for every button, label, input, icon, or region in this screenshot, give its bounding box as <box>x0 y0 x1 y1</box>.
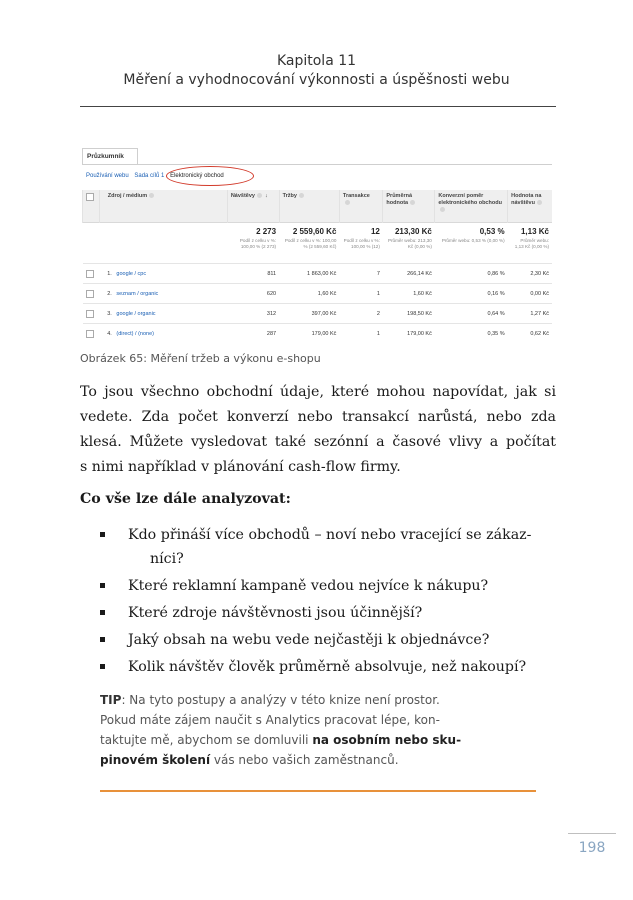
ecommerce-table <box>82 190 552 343</box>
col-transactions[interactable]: Transakce <box>339 190 382 223</box>
checkbox-icon[interactable] <box>86 193 94 201</box>
chapter-label: Kapitola 11 <box>276 53 357 69</box>
bullet-icon <box>100 532 105 537</box>
totals-row <box>83 223 553 264</box>
total-transactions: 12 Podíl z celku v %: 100,00 % (12) <box>339 223 382 264</box>
bullet-list <box>100 523 556 682</box>
tip-box <box>100 690 536 770</box>
row-index: 2. <box>107 290 112 297</box>
table-header-row <box>83 190 553 223</box>
tip-underline <box>100 790 536 792</box>
tip-label: TIP <box>100 693 122 707</box>
row-avg: 198,50 Kč <box>383 304 435 324</box>
tip-text: : Na tyto postupy a analýzy v této knize není prostor. <box>121 693 440 707</box>
row-conversion: 0,64 % <box>435 304 508 324</box>
help-icon <box>257 193 262 198</box>
chapter-header <box>0 52 633 90</box>
checkbox-icon[interactable] <box>86 270 94 278</box>
row-visits: 620 <box>227 284 279 304</box>
row-per-visit: 2,30 Kč <box>508 264 552 284</box>
tab-divider <box>82 164 552 165</box>
checkbox-icon[interactable] <box>86 310 94 318</box>
total-per-visit: 1,13 Kč Průměr webu: 1,13 Kč (0,00 %) <box>508 223 552 264</box>
row-conversion: 0,35 % <box>435 324 508 344</box>
row-visits: 312 <box>227 304 279 324</box>
link-ecommerce[interactable]: Elektronický obchod <box>170 173 224 179</box>
link-site-usage[interactable]: Používání webu <box>86 173 129 179</box>
help-icon <box>345 200 350 205</box>
total-visits: 2 273 Podíl z celku v %: 100,00 % (2 273) <box>227 223 279 264</box>
tip-text: taktujte mě, abychom se domluvili <box>100 733 313 747</box>
list-item: Jaký obsah na webu vede nejčastěji k objednávce? <box>100 628 556 652</box>
list-item: Které zdroje návštěvnosti jsou účinnější? <box>100 601 556 625</box>
row-avg: 179,00 Kč <box>383 324 435 344</box>
row-conversion: 0,86 % <box>435 264 508 284</box>
tab-explorer[interactable]: Průzkumník <box>82 148 138 164</box>
bullet-icon <box>100 664 105 669</box>
row-transactions: 7 <box>339 264 382 284</box>
row-source-link[interactable]: (direct) / (none) <box>116 330 155 337</box>
body-paragraph <box>80 380 556 480</box>
row-visits: 811 <box>227 264 279 284</box>
total-revenue: 2 559,60 Kč Podíl z celku v %: 100,00 % (2 559,60 Kč) <box>279 223 339 264</box>
table-row <box>83 284 553 304</box>
row-conversion: 0,16 % <box>435 284 508 304</box>
header-checkbox-cell <box>83 190 100 223</box>
row-index: 4. <box>107 330 112 337</box>
checkbox-icon[interactable] <box>86 290 94 298</box>
row-index: 1. <box>107 270 112 277</box>
link-goal-set[interactable]: Sada cílů 1 <box>134 173 165 179</box>
list-item: Kolik návštěv člověk průměrně absolvuje, než nakoupí? <box>100 655 556 679</box>
total-avg: 213,30 Kč Průměr webu: 213,30 Kč (0,00 %) <box>383 223 435 264</box>
checkbox-icon[interactable] <box>86 330 94 338</box>
chapter-title: Měření a vyhodnocování výkonnosti a úspěšnosti webu <box>123 72 510 88</box>
col-avg-value[interactable]: Průměrná hodnota <box>383 190 435 223</box>
col-per-visit[interactable]: Hodnota na návštěvu <box>508 190 552 223</box>
paragraph-line: s nimi například v plánování cash-flow firmy. <box>80 459 401 475</box>
help-icon <box>149 193 154 198</box>
help-icon <box>440 207 445 212</box>
row-revenue: 397,00 Kč <box>279 304 339 324</box>
row-transactions: 1 <box>339 284 382 304</box>
figure-caption: Obrázek 65: Měření tržeb a výkonu e-shopu <box>80 352 321 365</box>
analytics-screenshot <box>82 148 552 343</box>
row-index: 3. <box>107 310 112 317</box>
row-revenue: 179,00 Kč <box>279 324 339 344</box>
list-item: Kdo přináší více obchodů – noví nebo vracející se zákaz- níci? <box>100 523 556 571</box>
col-visits[interactable]: Návštěvy ↓ <box>227 190 279 223</box>
col-conversion[interactable]: Konverzní poměr elektronického obchodu <box>435 190 508 223</box>
highlight-circle <box>166 166 254 186</box>
paragraph-line: vedete. Zda počet konverzí nebo transakcí narůstá, nebo zda <box>80 409 556 425</box>
bullet-icon <box>100 610 105 615</box>
row-avg: 266,14 Kč <box>383 264 435 284</box>
list-item: Které reklamní kampaně vedou nejvíce k nákupu? <box>100 574 556 598</box>
col-source[interactable]: Zdroj / médium <box>99 190 227 223</box>
help-icon <box>537 200 542 205</box>
row-avg: 1,60 Kč <box>383 284 435 304</box>
bullet-icon <box>100 637 105 642</box>
tip-text: Pokud máte zájem naučit s Analytics pracovat lépe, kon- <box>100 713 440 727</box>
paragraph-line: klesá. Můžete vysledovat také sezónní a časové vlivy a počítat <box>80 434 556 450</box>
row-visits: 287 <box>227 324 279 344</box>
row-transactions: 2 <box>339 304 382 324</box>
help-icon <box>410 200 415 205</box>
help-icon <box>299 193 304 198</box>
row-source-link[interactable]: google / cpc <box>116 270 147 277</box>
page-number: 198 <box>578 840 606 856</box>
table-row <box>83 264 553 284</box>
tip-bold-text: pinovém školení <box>100 753 211 767</box>
row-per-visit: 1,27 Kč <box>508 304 552 324</box>
bullet-icon <box>100 583 105 588</box>
row-transactions: 1 <box>339 324 382 344</box>
row-revenue: 1 863,00 Kč <box>279 264 339 284</box>
row-per-visit: 0,62 Kč <box>508 324 552 344</box>
page-number-divider <box>568 833 616 834</box>
row-revenue: 1,60 Kč <box>279 284 339 304</box>
tip-bold-text: na osobním nebo sku- <box>312 733 462 747</box>
sort-down-icon[interactable]: ↓ <box>265 193 268 199</box>
table-row <box>83 304 553 324</box>
tip-text: vás nebo vašich zaměstnanců. <box>210 753 399 767</box>
section-heading: Co vše lze dále analyzovat: <box>80 491 291 507</box>
col-revenue[interactable]: Tržby <box>279 190 339 223</box>
paragraph-line: To jsou všechno obchodní údaje, které mohou napovídat, jak si <box>80 384 556 400</box>
row-source-link[interactable]: google / organic <box>116 310 156 317</box>
total-conversion: 0,53 % Průměr webu: 0,53 % (0,00 %) <box>435 223 508 264</box>
row-source-link[interactable]: seznam / organic <box>116 290 159 297</box>
row-per-visit: 0,00 Kč <box>508 284 552 304</box>
header-divider <box>80 106 556 107</box>
table-row <box>83 324 553 344</box>
